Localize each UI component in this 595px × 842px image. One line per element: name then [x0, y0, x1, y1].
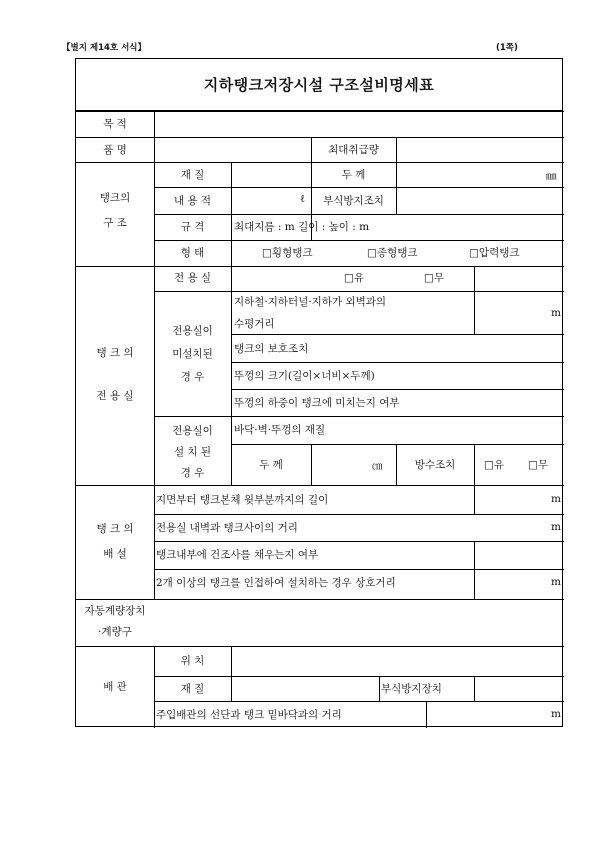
vline: [474, 485, 475, 514]
hline: [231, 444, 564, 445]
form-number: 【별지 제14호 서식】: [62, 43, 147, 53]
waterproof-label: 방수조치: [414, 459, 456, 471]
waterproof-yes-checkbox[interactable]: □유: [484, 459, 505, 471]
vline: [396, 162, 397, 187]
with-vault-label-2: 설 치 된: [173, 446, 212, 458]
shape-label: 형 태: [180, 247, 205, 259]
hline: [154, 541, 564, 542]
distance-label-1: 지하철·지하터널·지하가 외벽과의: [234, 296, 387, 308]
hline: [154, 514, 564, 515]
shape-pressure-checkbox[interactable]: □압력탱크: [469, 247, 520, 259]
vline: [474, 266, 475, 291]
form-table: [75, 58, 563, 727]
hline: [76, 162, 564, 163]
vault-row-label: 전 용 실: [173, 272, 212, 284]
unit-m: m: [551, 576, 561, 588]
product-label: 품 명: [103, 144, 127, 156]
vault-material-label: 바닥·벽·뚜껑의 재질: [234, 424, 326, 436]
with-vault-label-3: 경 우: [180, 467, 205, 479]
pipe-material-label: 재 질: [180, 683, 205, 695]
depth-label: 지면부터 탱크본체 윗부분까지의 길이: [156, 494, 329, 506]
adjacent-label: 2개 이상의 탱크를 인접하여 설치하는 경우 상호거리: [156, 577, 396, 589]
hline: [154, 214, 564, 215]
vline: [474, 444, 475, 485]
lid-load-label: 뚜껑의 하중이 탱크에 미치는지 여부: [234, 397, 400, 409]
vline: [396, 137, 397, 162]
vline: [231, 162, 232, 485]
material-label: 재 질: [180, 169, 205, 181]
hline: [76, 485, 564, 486]
page-number: (1쪽): [496, 43, 518, 53]
vline: [379, 676, 380, 701]
tank-structure-label-1: 탱크의: [99, 192, 131, 204]
hline: [154, 291, 564, 292]
hline: [76, 137, 564, 138]
protection-label: 탱크의 보호조치: [234, 343, 309, 355]
purpose-label: 목 적: [103, 118, 127, 130]
form-title: 지하탱크저장시설 구조설비명세표: [76, 59, 562, 111]
hline: [76, 599, 564, 600]
no-vault-label-1: 전용실이: [172, 325, 213, 337]
vline: [396, 187, 397, 214]
gauge-label-2: ·계량구: [98, 626, 132, 638]
spec-label: 규 격: [180, 221, 205, 233]
with-vault-label-1: 전용실이: [172, 425, 213, 437]
vault-label-2: 전 용 실: [96, 390, 134, 402]
shape-vertical-checkbox[interactable]: □종형탱크: [367, 247, 418, 259]
shape-horizontal-checkbox[interactable]: □횡형탱크: [262, 247, 313, 259]
vline: [311, 444, 312, 485]
spec-values: 최대지름 : m 길이 : 높이 : m: [234, 221, 370, 233]
hline: [231, 334, 564, 335]
unit-m: m: [551, 521, 561, 533]
layout-label-1: 탱 크 의: [96, 523, 134, 535]
hline: [76, 266, 564, 267]
no-vault-label-3: 경 우: [180, 371, 205, 383]
capacity-label: 내 용 적: [173, 195, 212, 207]
vline: [474, 541, 475, 599]
hline: [154, 569, 564, 570]
vault-yes-checkbox[interactable]: □유: [344, 272, 365, 284]
vline: [426, 701, 427, 728]
waterproof-no-checkbox[interactable]: □무: [528, 459, 549, 471]
thickness-label: 두 께: [341, 169, 366, 181]
vault-label-1: 탱 크 의: [96, 347, 134, 359]
hline: [154, 240, 564, 241]
anticorrosion-label: 부식방지조치: [323, 195, 384, 207]
unit-cm: ㎝: [372, 460, 383, 472]
max-qty-label: 최대취급량: [328, 144, 379, 156]
unit-m: m: [551, 493, 561, 505]
hline: [76, 111, 564, 112]
gauge-label-1: 자동계량장치: [84, 605, 146, 617]
vline: [474, 676, 475, 701]
piping-label: 배 관: [103, 681, 127, 693]
tank-structure-label-2: 구 조: [103, 217, 127, 229]
hline: [154, 187, 564, 188]
no-vault-label-2: 미설치된: [172, 348, 213, 360]
unit-liter: ℓ: [300, 193, 306, 205]
vline: [231, 646, 232, 701]
layout-label-2: 배 설: [103, 548, 127, 560]
hline: [231, 362, 564, 363]
unit-m: m: [551, 708, 561, 720]
gap-label: 전용실 내벽과 탱크사이의 거리: [156, 522, 298, 534]
vline: [474, 291, 475, 334]
lid-size-label: 뚜껑의 크기(길이×너비×두께): [234, 370, 375, 382]
unit-mm: ㎜: [546, 170, 557, 182]
pipe-anticorrosion-label: 부식방지장치: [381, 683, 442, 695]
hline: [154, 701, 564, 702]
hline: [154, 416, 564, 417]
hline: [76, 646, 564, 647]
pipe-location-label: 위 치: [180, 655, 205, 667]
vault-no-checkbox[interactable]: □무: [424, 272, 445, 284]
distance-label-2: 수평거리: [234, 318, 275, 330]
hline: [231, 389, 564, 390]
unit-m: m: [551, 307, 561, 319]
hline: [154, 676, 564, 677]
vault-thickness-label: 두 께: [259, 459, 283, 471]
dry-sand-label: 탱크내부에 건조사를 채우는지 여부: [156, 549, 319, 561]
inlet-distance-label: 주입배관의 선단과 탱크 밑바닥과의 거리: [156, 709, 342, 721]
